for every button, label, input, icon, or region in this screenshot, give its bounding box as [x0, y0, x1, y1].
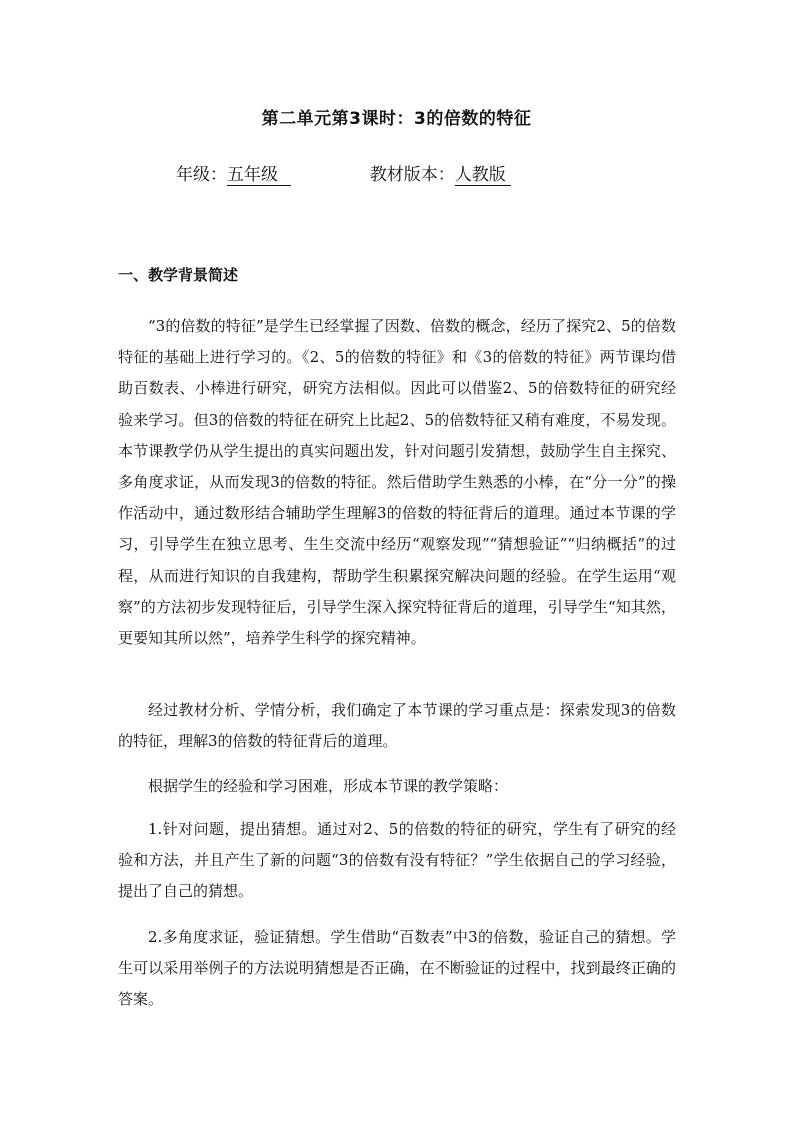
- paragraph-strategy-intro: 根据学生的经验和学习困难，形成本节课的教学策略：: [148, 777, 509, 795]
- paragraph-key-points: 经过教材分析、学情分析，我们确定了本节课的学习重点是：探索发现3的倍数的特征，理解3的倍数的特征背后的道理。: [118, 701, 676, 751]
- paragraph-strategy-1: 1.针对问题，提出猜想。通过对2、5的倍数的特征的研究，学生有了研究的经验和方法，并且产生了新的问题“3的倍数有没有特征？”学生依据自己的学习经验，提出了自己的猜想。: [118, 820, 676, 901]
- section-heading: 一、教学背景简述: [118, 266, 239, 284]
- paragraph-strategy-2: 2.多角度求证，验证猜想。学生借助“百数表”中3的倍数，验证自己的猜想。学生可以采用举例子的方法说明猜想是否正确，在不断验证的过程中，找到最终正确的答案。: [118, 928, 676, 1009]
- grade-value: 五年级: [227, 165, 291, 186]
- page-title: 第二单元第3课时：3的倍数的特征: [261, 109, 532, 129]
- edition-field: [370, 160, 511, 186]
- grade-field: [176, 160, 291, 186]
- edition-value: 人教版: [455, 165, 511, 186]
- edition-label: 教材版本：: [369, 165, 455, 185]
- paragraph-background: “3的倍数的特征”是学生已经掌握了因数、倍数的概念，经历了探究2、5的倍数特征的基础上进行学习的。《2、5的倍数的特征》和《3的倍数的特征》两节课均借助百数表、小棒进行研究，研究方法相似。因此可以借鉴2、5的倍数特征的研究经验来学习。但3的倍数的特征在研究上比起2、5的倍数特征又稍有难度，不易发现。本节课教学仍从学生提出的真实问题出发，针对问题引发猜想，鼓励学生自主探究、多角度求证，从而发现3的倍数的特征。然后借助学生熟悉的小棒，在“分一分”的操作活动中，通过数形结合辅助学生理解3的倍数的特征背后的道理。通过本节课的学习，引导学生在独立思考、生生交流中经历“观察发现”“猜想验证”“归纳概括”的过程，从而进行知识的自我建构，帮助学生积累探究解决问题的经验。在学生运用“观察”的方法初步发现特征后，引导学生深入探究特征背后的道理，引导学生“知其然，更要知其所以然”，培养学生科学的探究精神。: [118, 317, 676, 648]
- lesson-meta: [176, 160, 511, 186]
- grade-label: 年级：: [176, 165, 227, 185]
